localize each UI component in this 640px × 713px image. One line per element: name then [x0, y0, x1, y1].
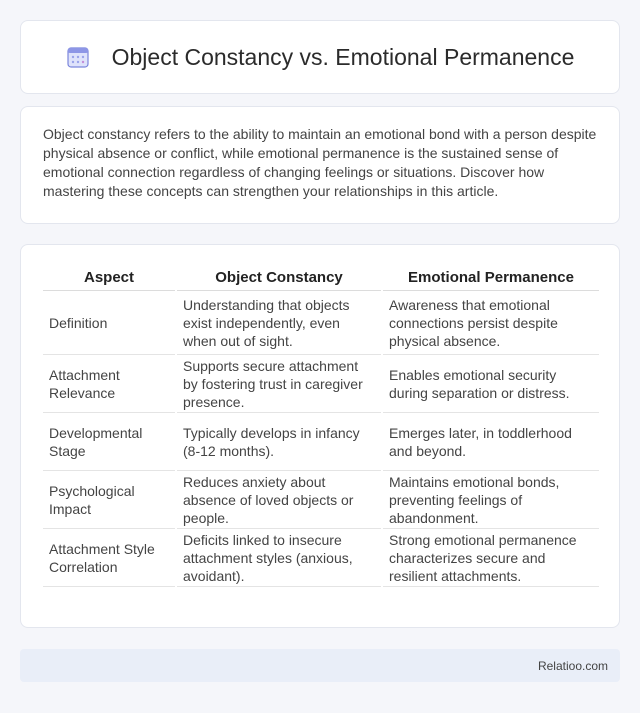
emotional-permanence-cell: Awareness that emotional connections persist despite physical absence. [382, 291, 599, 355]
emotional-permanence-cell: Emerges later, in toddlerhood and beyond. [382, 413, 599, 471]
aspect-cell: Attachment Relevance [43, 355, 176, 413]
table-header-row [43, 265, 599, 291]
title-card [20, 20, 620, 94]
emotional-permanence-cell: Maintains emotional bonds, preventing feelings of abandonment. [382, 471, 599, 529]
object-constancy-cell: Deficits linked to insecure attachment styles (anxious, avoidant). [176, 529, 382, 587]
table-row [43, 355, 599, 413]
comparison-table [43, 265, 599, 587]
header-object-constancy: Object Constancy [176, 265, 382, 291]
header-aspect: Aspect [43, 265, 176, 291]
table-row [43, 529, 599, 587]
object-constancy-cell: Understanding that objects exist independently, even when out of sight. [176, 291, 382, 355]
intro-text: Object constancy refers to the ability to maintain an emotional bond with a person despite physical absence or conflict, while emotional permanence is the sustained sense of emotional connection regardless of changing feelings or situations. Discover how mastering these concepts can strengthen your relationships in this article. [43, 126, 597, 199]
footer-brand: Relatioo.com [537, 658, 608, 673]
footer [20, 649, 620, 682]
intro-card [20, 106, 620, 224]
emotional-permanence-cell: Enables emotional security during separation or distress. [382, 355, 599, 413]
table-row [43, 471, 599, 529]
table-row [43, 413, 599, 471]
object-constancy-cell: Reduces anxiety about absence of loved objects or people. [176, 471, 382, 529]
object-constancy-cell: Supports secure attachment by fostering trust in caregiver presence. [176, 355, 382, 413]
aspect-cell: Developmental Stage [43, 413, 176, 471]
object-constancy-cell: Typically develops in infancy (8-12 months). [176, 413, 382, 471]
comparison-card [20, 244, 620, 628]
aspect-cell: Psychological Impact [43, 471, 176, 529]
calendar-icon [66, 45, 90, 69]
header-emotional-permanence: Emotional Permanence [382, 265, 599, 291]
aspect-cell: Attachment Style Correlation [43, 529, 176, 587]
page-title: Object Constancy vs. Emotional Permanence [111, 43, 575, 70]
aspect-cell: Definition [43, 291, 176, 355]
emotional-permanence-cell: Strong emotional permanence characterizes secure and resilient attachments. [382, 529, 599, 587]
table-row [43, 291, 599, 355]
